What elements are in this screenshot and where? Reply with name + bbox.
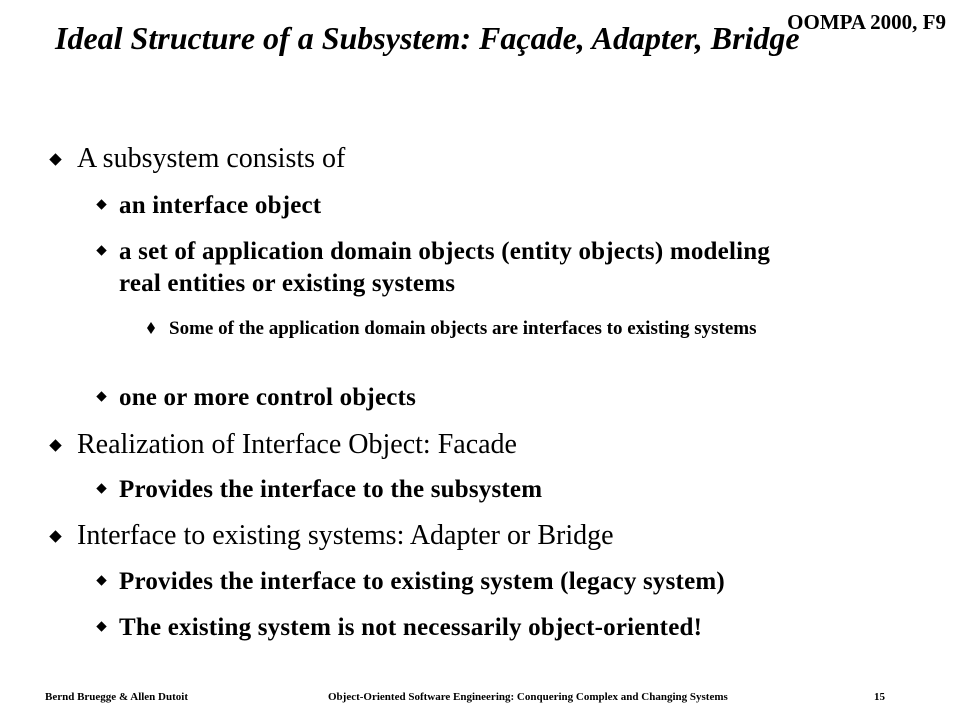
bullet-not-object-oriented	[97, 612, 917, 644]
bullet-facade-provides	[97, 474, 897, 506]
bullet-text: Interface to existing systems: Adapter or Bridge	[77, 520, 614, 551]
diamond-bullet-icon	[50, 531, 61, 542]
bullet-text: Provides the interface to existing system (legacy system)	[119, 568, 725, 595]
footer-authors: Bernd Bruegge & Allen Dutoit	[45, 691, 188, 703]
bullet-text: Provides the interface to the subsystem	[119, 476, 543, 503]
bullet-interfaces-to-existing-systems	[147, 317, 827, 341]
footer-book-title: Object-Oriented Software Engineering: Conquering Complex and Changing Systems	[328, 691, 728, 703]
course-tag: OOMPA 2000, F9	[787, 10, 946, 34]
bullet-adapter-bridge	[50, 519, 900, 553]
diamond-bullet-icon	[50, 154, 61, 165]
bullet-legacy-system	[97, 566, 917, 598]
bullet-interface-object	[97, 190, 897, 222]
bullet-text: A subsystem consists of	[77, 143, 346, 174]
footer-page-number: 15	[874, 691, 885, 703]
bullet-control-objects	[97, 382, 877, 414]
diamond-bullet-icon	[97, 392, 106, 401]
diamond-bullet-icon	[50, 440, 61, 451]
bullet-text: Some of the application domain objects are interfaces to existing systems	[169, 318, 757, 339]
diamond-bullet-icon	[97, 622, 106, 631]
bullet-text: a set of application domain objects (entity objects) modeling real entities or existing systems	[119, 238, 771, 297]
bullet-text: The existing system is not necessarily object-oriented!	[119, 614, 703, 641]
slide-title: Ideal Structure of a Subsystem: Façade, Adapter, Bridge	[55, 20, 800, 56]
bullet-text: Realization of Interface Object: Facade	[77, 429, 517, 460]
diamond-bullet-icon	[97, 576, 106, 585]
diamond-bullet-icon	[97, 246, 106, 255]
bullet-subsystem-consists	[50, 142, 900, 176]
bullet-realization-facade	[50, 428, 900, 462]
bullet-text: one or more control objects	[119, 384, 417, 411]
bullet-text: an interface object	[119, 192, 322, 219]
bullet-application-domain-objects	[97, 236, 817, 300]
diamond-bullet-icon	[97, 200, 106, 209]
rhombus-bullet-icon	[147, 322, 155, 334]
diamond-bullet-icon	[97, 484, 106, 493]
